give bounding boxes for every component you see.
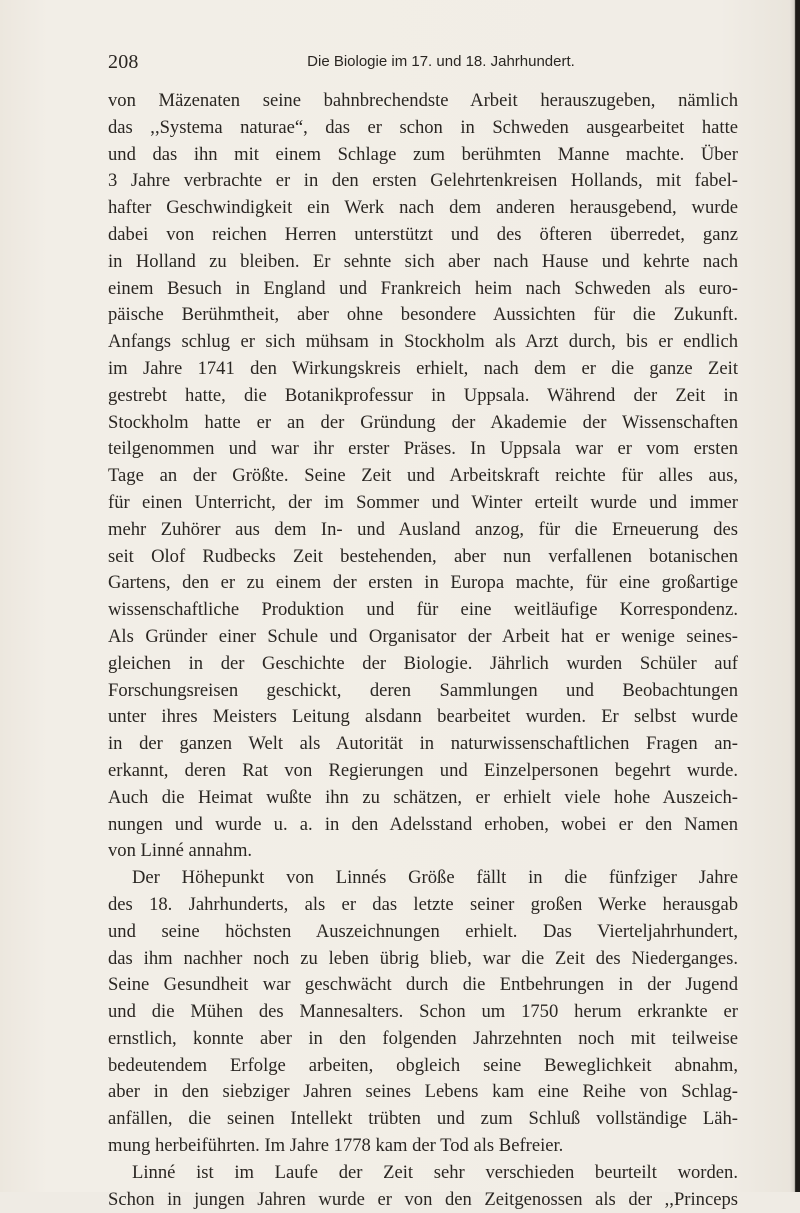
text-line: erkannt, deren Rat von Regierungen und Einzelpersonen begehrt wurde. xyxy=(108,759,738,781)
body-text xyxy=(108,88,738,1213)
text-line: und seine höchsten Auszeichnungen erhielt. Das Vierteljahrhundert, xyxy=(108,920,738,942)
text-line: nungen und wurde u. a. in den Adelsstand erhoben, wobei er den Namen xyxy=(108,813,738,835)
text-line: Gartens, den er zu einem der ersten in Europa machte, für eine großartige xyxy=(108,572,738,594)
text-line: im Jahre 1741 den Wirkungskreis erhielt, nach dem er die ganze Zeit xyxy=(108,357,738,379)
paragraph-start-line: Der Höhepunkt von Linnés Größe fällt in die fünfziger Jahre xyxy=(132,867,738,889)
running-title: Die Biologie im 17. und 18. Jahrhundert. xyxy=(307,53,575,70)
text-line: einem Besuch in England und Frankreich heim nach Schweden als euro- xyxy=(108,277,738,299)
text-line: und die Mühen des Mannesalters. Schon um 1750 herum erkrankte er xyxy=(108,1001,738,1023)
text-line: dabei von reichen Herren unterstützt und des öfteren überredet, ganz xyxy=(108,223,738,245)
text-line: für einen Unterricht, der im Sommer und Winter erteilt wurde und immer xyxy=(108,491,738,513)
page-header xyxy=(108,48,738,76)
text-line: bedeutendem Erfolge arbeiten, obgleich seine Beweglichkeit abnahm, xyxy=(108,1054,738,1076)
text-line: hafter Geschwindigkeit ein Werk nach dem anderen herausgebend, wurde xyxy=(108,197,738,219)
text-line: 3 Jahre verbrachte er in den ersten Gelehrtenkreisen Hollands, mit fabel- xyxy=(108,170,738,192)
text-line: Schon in jungen Jahren wurde er von den Zeitgenossen als der ,,Princeps xyxy=(108,1188,738,1210)
text-line: Anfangs schlug er sich mühsam in Stockholm als Arzt durch, bis er endlich xyxy=(108,331,738,353)
text-line: in Holland zu bleiben. Er sehnte sich aber nach Hause und kehrte nach xyxy=(108,250,738,272)
text-line: gleichen in der Geschichte der Biologie. Jährlich wurden Schüler auf xyxy=(108,652,738,674)
text-line: des 18. Jahrhunderts, als er das letzte seiner großen Werke herausgab xyxy=(108,893,738,915)
text-line: Stockholm hatte er an der Gründung der Akademie der Wissenschaften xyxy=(108,411,738,433)
text-line: unter ihres Meisters Leitung alsdann bearbeitet wurden. Er selbst wurde xyxy=(108,706,738,728)
text-line: seit Olof Rudbecks Zeit bestehenden, aber nun verfallenen botanischen xyxy=(108,545,738,567)
paragraph-end-line: mung herbeiführten. Im Jahre 1778 kam der Tod als Befreier. xyxy=(108,1135,564,1157)
paragraph-start-line: Linné ist im Laufe der Zeit sehr verschieden beurteilt worden. xyxy=(132,1161,738,1183)
text-line: ernstlich, konnte aber in den folgenden Jahrzehnten noch mit teilweise xyxy=(108,1027,738,1049)
text-line: anfällen, die seinen Intellekt trübten und zum Schluß vollständige Läh- xyxy=(108,1108,738,1130)
text-line: Als Gründer einer Schule und Organisator der Arbeit hat er wenige seines- xyxy=(108,625,738,647)
text-line: Tage an der Größte. Seine Zeit und Arbeitskraft reichte für alles aus, xyxy=(108,465,738,487)
text-line: in der ganzen Welt als Autorität in naturwissenschaftlichen Fragen an- xyxy=(108,733,738,755)
text-line: päische Berühmtheit, aber ohne besondere Aussichten für die Zukunft. xyxy=(108,304,738,326)
text-line: teilgenommen und war ihr erster Präses. In Uppsala war er vom ersten xyxy=(108,438,738,460)
page-edge-shadow xyxy=(790,0,800,1192)
page-number: 208 xyxy=(108,51,139,73)
text-line: wissenschaftliche Produktion und für eine weitläufige Korrespondenz. xyxy=(108,599,738,621)
text-line: das ,,Systema naturae“, das er schon in Schweden ausgearbeitet hatte xyxy=(108,116,738,138)
text-line: mehr Zuhörer aus dem In- und Ausland anzog, für die Erneuerung des xyxy=(108,518,738,540)
text-line: Auch die Heimat wußte ihn zu schätzen, er erhielt viele hohe Auszeich- xyxy=(108,786,738,808)
text-line: gestrebt hatte, die Botanikprofessur in Uppsala. Während der Zeit in xyxy=(108,384,738,406)
text-line: aber in den siebziger Jahren seines Lebens kam eine Reihe von Schlag- xyxy=(108,1081,738,1103)
text-line: Forschungsreisen geschickt, deren Sammlungen und Beobachtungen xyxy=(108,679,738,701)
text-line: Seine Gesundheit war geschwächt durch die Entbehrungen in der Jugend xyxy=(108,974,738,996)
text-line: das ihm nachher noch zu leben übrig blieb, war die Zeit des Niederganges. xyxy=(108,947,738,969)
text-line: und das ihn mit einem Schlage zum berühmten Manne machte. Über xyxy=(108,143,738,165)
text-line: von Mäzenaten seine bahnbrechendste Arbeit herauszugeben, nämlich xyxy=(108,90,738,111)
paragraph-end-line: von Linné annahm. xyxy=(108,840,253,862)
